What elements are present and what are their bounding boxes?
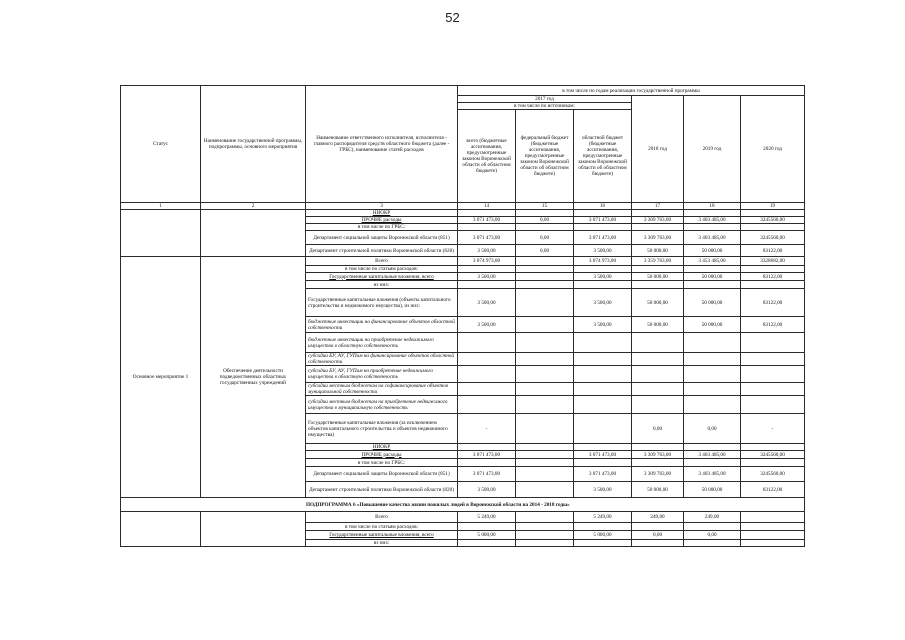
value-cell bbox=[684, 444, 741, 451]
value-cell: 3 071 473,00 bbox=[574, 217, 632, 224]
row-label: Государственные капитальные вложения, всего bbox=[306, 273, 458, 281]
value-cell: 3 500,00 bbox=[574, 273, 632, 281]
value-cell bbox=[574, 353, 632, 366]
value-cell bbox=[458, 333, 516, 353]
value-cell bbox=[458, 396, 516, 414]
value-cell bbox=[632, 366, 684, 383]
value-cell bbox=[516, 317, 574, 333]
row-label: ПРОЧИЕ расходы bbox=[306, 451, 458, 459]
value-cell bbox=[632, 383, 684, 396]
row-label: Государственные капитальные вложения (за исключением объектов капитального строительства и объектов недвижимого имущества) bbox=[306, 414, 458, 444]
value-cell bbox=[458, 459, 516, 467]
value-cell: 3 071 473,00 bbox=[574, 451, 632, 459]
value-cell bbox=[574, 281, 632, 289]
value-cell bbox=[632, 224, 684, 231]
main-event-name: Обеспечение деятельности подведомственных областных государственных учреждений bbox=[201, 257, 306, 498]
page-number: 52 bbox=[445, 10, 460, 25]
row-label: субсидии БУ, АУ, ГУПам на финансирование объектов областной собственности bbox=[306, 353, 458, 366]
value-cell bbox=[684, 459, 741, 467]
value-cell: 83122,00 bbox=[741, 317, 805, 333]
value-cell bbox=[458, 210, 516, 217]
row-label: из них: bbox=[306, 540, 458, 547]
value-cell bbox=[741, 540, 805, 547]
value-cell bbox=[458, 444, 516, 451]
value-cell bbox=[632, 396, 684, 414]
value-cell bbox=[684, 224, 741, 231]
value-cell bbox=[516, 210, 574, 217]
header-total-col: всего (бюджетные ассигнования, предусмотренные законом Воронежской области об областном бюджете) bbox=[458, 110, 516, 203]
value-cell bbox=[574, 459, 632, 467]
value-cell: 50 000,00 bbox=[632, 482, 684, 498]
value-cell bbox=[741, 353, 805, 366]
table-row bbox=[121, 512, 805, 523]
value-cell: 3 500,00 bbox=[458, 482, 516, 498]
value-cell: 3328682,00 bbox=[741, 257, 805, 266]
value-cell bbox=[516, 353, 574, 366]
value-cell: 3 403 485,00 bbox=[684, 231, 741, 245]
value-cell bbox=[516, 523, 574, 531]
row-label: Департамент социальной защиты Воронежской области (851) bbox=[306, 467, 458, 482]
subprogram-title: ПОДПРОГРАММА 6 «Повышение качества жизни пожилых людей в Воронежской области на 2014 - 2018 годы» bbox=[121, 498, 805, 512]
value-cell: 3 071 473,00 bbox=[574, 467, 632, 482]
row-label: Департамент строительной политики Воронежской области (820) bbox=[306, 482, 458, 498]
value-cell bbox=[516, 482, 574, 498]
value-cell: 3 071 473,00 bbox=[574, 231, 632, 245]
value-cell: 83122,00 bbox=[741, 273, 805, 281]
value-cell: 3 071 473,00 bbox=[458, 467, 516, 482]
value-cell: 3 500,00 bbox=[574, 482, 632, 498]
value-cell bbox=[684, 396, 741, 414]
value-cell: 3 403 485,00 bbox=[684, 467, 741, 482]
subprogram-title-row bbox=[121, 498, 805, 512]
value-cell bbox=[516, 459, 574, 467]
value-cell bbox=[632, 353, 684, 366]
value-cell bbox=[684, 353, 741, 366]
value-cell bbox=[574, 266, 632, 273]
value-cell: 249,00 bbox=[684, 512, 741, 523]
value-cell bbox=[632, 444, 684, 451]
value-cell: 3 500,00 bbox=[574, 289, 632, 317]
value-cell bbox=[516, 512, 574, 523]
value-cell bbox=[632, 523, 684, 531]
program-name-cell bbox=[201, 512, 306, 547]
row-label: в том числе по ГРБС: bbox=[306, 459, 458, 467]
value-cell: 3 071 473,00 bbox=[458, 451, 516, 459]
value-cell: 50 000,00 bbox=[684, 482, 741, 498]
value-cell bbox=[574, 210, 632, 217]
value-cell: 3 500,00 bbox=[458, 289, 516, 317]
value-cell bbox=[632, 266, 684, 273]
value-cell bbox=[516, 257, 574, 266]
value-cell bbox=[684, 281, 741, 289]
value-cell bbox=[516, 540, 574, 547]
value-cell bbox=[458, 266, 516, 273]
value-cell: 50 000,00 bbox=[684, 289, 741, 317]
value-cell bbox=[574, 523, 632, 531]
value-cell bbox=[458, 540, 516, 547]
colnum: 18 bbox=[684, 203, 741, 210]
value-cell bbox=[516, 366, 574, 383]
value-cell bbox=[741, 224, 805, 231]
value-cell bbox=[574, 414, 632, 444]
header-year-2017: 2017 год bbox=[458, 96, 632, 103]
value-cell: 0,00 bbox=[516, 231, 574, 245]
value-cell bbox=[516, 224, 574, 231]
value-cell bbox=[516, 467, 574, 482]
value-cell bbox=[516, 266, 574, 273]
value-cell: 3 500,00 bbox=[574, 245, 632, 257]
value-cell bbox=[632, 281, 684, 289]
table-row bbox=[121, 210, 805, 217]
value-cell bbox=[741, 459, 805, 467]
value-cell bbox=[741, 444, 805, 451]
colnum: 1 bbox=[121, 203, 201, 210]
row-label: Государственные капитальные вложения (объекты капитального строительства и недвижимого имущества), из них: bbox=[306, 289, 458, 317]
value-cell: 5 249,00 bbox=[458, 512, 516, 523]
value-cell bbox=[684, 266, 741, 273]
row-label: в том числе по статьям расходов: bbox=[306, 523, 458, 531]
column-numbers-row bbox=[121, 203, 805, 210]
header-status: Статус bbox=[121, 86, 201, 203]
value-cell: 83122,00 bbox=[741, 245, 805, 257]
value-cell: 3 403 485,00 bbox=[684, 217, 741, 224]
value-cell bbox=[458, 224, 516, 231]
value-cell bbox=[574, 540, 632, 547]
value-cell bbox=[741, 531, 805, 540]
value-cell bbox=[574, 224, 632, 231]
header-regional-col: областной бюджет (бюджетные ассигнования, предусмотренные законом Воронежской области об областном бюджете) bbox=[574, 110, 632, 203]
value-cell: - bbox=[741, 414, 805, 444]
value-cell: 50 000,00 bbox=[684, 317, 741, 333]
value-cell bbox=[741, 383, 805, 396]
value-cell bbox=[741, 266, 805, 273]
colnum: 19 bbox=[741, 203, 805, 210]
value-cell bbox=[458, 366, 516, 383]
value-cell: 3 309 763,00 bbox=[632, 217, 684, 224]
value-cell bbox=[632, 210, 684, 217]
value-cell bbox=[741, 396, 805, 414]
table-row bbox=[121, 257, 805, 266]
row-label: Департамент социальной защиты Воронежской области (851) bbox=[306, 231, 458, 245]
value-cell bbox=[516, 414, 574, 444]
value-cell bbox=[632, 459, 684, 467]
row-label: Всего bbox=[306, 512, 458, 523]
value-cell bbox=[574, 333, 632, 353]
budget-table bbox=[120, 85, 805, 547]
colnum: 3 bbox=[306, 203, 458, 210]
value-cell bbox=[516, 383, 574, 396]
value-cell bbox=[574, 444, 632, 451]
value-cell: 50 000,00 bbox=[684, 273, 741, 281]
main-event-status: Основное мероприятие 1 bbox=[121, 257, 201, 498]
value-cell bbox=[458, 383, 516, 396]
value-cell: 50 000,00 bbox=[632, 245, 684, 257]
row-label: в том числе по ГРБС: bbox=[306, 224, 458, 231]
row-label: субсидии местным бюджетам на приобретение недвижимого имущества в муниципальную собственность bbox=[306, 396, 458, 414]
value-cell: 3 453 485,00 bbox=[684, 257, 741, 266]
value-cell bbox=[458, 353, 516, 366]
value-cell bbox=[458, 281, 516, 289]
header-by-years: в том числе по годам реализации государственной программы bbox=[458, 86, 805, 96]
value-cell: 5 000,00 bbox=[574, 531, 632, 540]
value-cell: 0,00 bbox=[684, 414, 741, 444]
colnum: 16 bbox=[574, 203, 632, 210]
value-cell: 3 071 473,00 bbox=[458, 217, 516, 224]
value-cell: 50 000,00 bbox=[632, 273, 684, 281]
header-federal-col: федеральный бюджет (бюджетные ассигнования, предусмотренные законом Воронежской области об областном бюджете) bbox=[516, 110, 574, 203]
value-cell bbox=[458, 523, 516, 531]
value-cell bbox=[684, 210, 741, 217]
value-cell: 50 000,00 bbox=[684, 245, 741, 257]
row-label: из них: bbox=[306, 281, 458, 289]
row-label: Всего bbox=[306, 257, 458, 266]
value-cell: 3 500,00 bbox=[574, 317, 632, 333]
value-cell: 3 074 973,00 bbox=[574, 257, 632, 266]
program-name-cell bbox=[201, 210, 306, 257]
value-cell: 3 071 473,00 bbox=[458, 231, 516, 245]
value-cell bbox=[632, 333, 684, 353]
value-cell: 83122,00 bbox=[741, 482, 805, 498]
value-cell bbox=[741, 523, 805, 531]
value-cell: 3245560,00 bbox=[741, 217, 805, 224]
row-label: НИОКР bbox=[306, 210, 458, 217]
row-label: Государственные капитальные вложения, всего bbox=[306, 531, 458, 540]
status-cell bbox=[121, 512, 201, 547]
value-cell bbox=[516, 273, 574, 281]
value-cell: - bbox=[458, 414, 516, 444]
value-cell bbox=[516, 289, 574, 317]
value-cell bbox=[741, 281, 805, 289]
value-cell bbox=[516, 531, 574, 540]
value-cell: 3 309 763,00 bbox=[632, 467, 684, 482]
status-cell bbox=[121, 210, 201, 257]
value-cell: 3 500,00 bbox=[458, 273, 516, 281]
row-label: в том числе по статьям расходов: bbox=[306, 266, 458, 273]
header-executor: Наименование ответственного исполнителя, исполнителя - главного распорядителя средств областного бюджета (далее - ГРБС), наименование статей расходов bbox=[306, 86, 458, 203]
value-cell: 3 500,00 bbox=[458, 317, 516, 333]
value-cell: 3 074 973,00 bbox=[458, 257, 516, 266]
value-cell bbox=[684, 333, 741, 353]
value-cell: 0,00 bbox=[632, 414, 684, 444]
value-cell: 3 403 485,00 bbox=[684, 451, 741, 459]
value-cell: 3245560,00 bbox=[741, 467, 805, 482]
colnum: 17 bbox=[632, 203, 684, 210]
value-cell: 249,00 bbox=[632, 512, 684, 523]
colnum: 15 bbox=[516, 203, 574, 210]
value-cell: 50 000,00 bbox=[632, 317, 684, 333]
header-2020: 2020 год bbox=[741, 96, 805, 203]
row-label: субсидии местным бюджетам на софинансирование объектов муниципальной собственности bbox=[306, 383, 458, 396]
value-cell: 3 500,00 bbox=[458, 245, 516, 257]
value-cell: 3245560,00 bbox=[741, 451, 805, 459]
value-cell: 0,00 bbox=[516, 217, 574, 224]
header-program-name: Наименование государственной программы, подпрограммы, основного мероприятия bbox=[201, 86, 306, 203]
value-cell bbox=[516, 333, 574, 353]
row-label: субсидии БУ, АУ, ГУПам на приобретение недвижимого имущества в областную собственность bbox=[306, 366, 458, 383]
value-cell bbox=[741, 210, 805, 217]
colnum: 14 bbox=[458, 203, 516, 210]
value-cell bbox=[632, 540, 684, 547]
colnum: 2 bbox=[201, 203, 306, 210]
header-by-sources: в том числе по источникам: bbox=[458, 103, 632, 110]
value-cell bbox=[516, 444, 574, 451]
header-2018: 2018 год bbox=[632, 96, 684, 203]
value-cell: 50 000,00 bbox=[632, 289, 684, 317]
value-cell bbox=[684, 366, 741, 383]
value-cell bbox=[741, 366, 805, 383]
value-cell: 5 249,00 bbox=[574, 512, 632, 523]
row-label: бюджетные инвестиции на финансирование объектов областной собственности bbox=[306, 317, 458, 333]
value-cell bbox=[574, 383, 632, 396]
value-cell: 0,00 bbox=[632, 531, 684, 540]
value-cell bbox=[516, 451, 574, 459]
value-cell: 0,00 bbox=[516, 245, 574, 257]
value-cell bbox=[574, 396, 632, 414]
value-cell: 3 309 763,00 bbox=[632, 451, 684, 459]
value-cell bbox=[741, 512, 805, 523]
value-cell: 5 000,00 bbox=[458, 531, 516, 540]
value-cell: 3 359 763,00 bbox=[632, 257, 684, 266]
value-cell: 0,00 bbox=[684, 531, 741, 540]
value-cell: 83122,00 bbox=[741, 289, 805, 317]
row-label: бюджетные инвестиции на приобретение недвижимого имущества в областную собственность bbox=[306, 333, 458, 353]
value-cell bbox=[516, 281, 574, 289]
value-cell bbox=[684, 540, 741, 547]
header-2019: 2019 год bbox=[684, 96, 741, 203]
value-cell bbox=[574, 366, 632, 383]
value-cell: 3245560,00 bbox=[741, 231, 805, 245]
value-cell bbox=[516, 396, 574, 414]
row-label: Департамент строительной политики Воронежской области (820) bbox=[306, 245, 458, 257]
value-cell bbox=[741, 333, 805, 353]
row-label: НИОКР bbox=[306, 444, 458, 451]
value-cell bbox=[684, 383, 741, 396]
row-label: ПРОЧИЕ расходы bbox=[306, 217, 458, 224]
value-cell bbox=[684, 523, 741, 531]
value-cell: 3 309 763,00 bbox=[632, 231, 684, 245]
